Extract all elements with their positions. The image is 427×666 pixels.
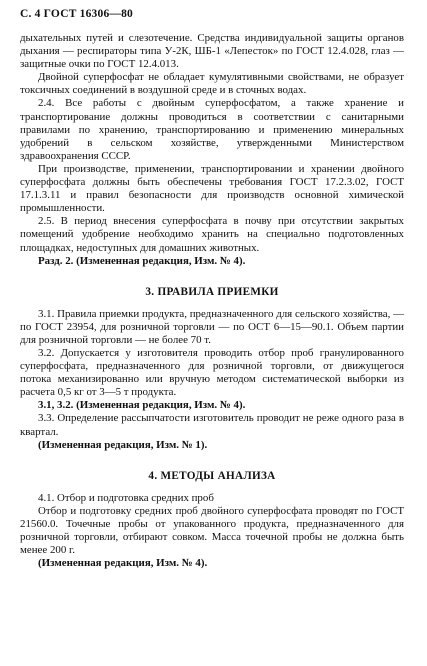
paragraph-3-2: 3.2. Допускается у изготовителя проводить отбор проб гранулированного суперфосфата, предназначенного для розничной торговли, от движущегося потока механизированно или вручную методом систематической выборки из расчета 0,5 кг от 3—5 т продукта.: [20, 346, 404, 399]
paragraph-2-5: 2.5. В период внесения суперфосфата в почву при отсутствии закрытых помещений удобрение необходимо хранить на специально подготовленных площадках, недоступных для домашних животных.: [20, 215, 404, 254]
section-3-title: 3. ПРАВИЛА ПРИЕМКИ: [145, 285, 279, 298]
page-header: С. 4 ГОСТ 16306—80: [20, 8, 133, 20]
paragraph-4-1: Отбор и подготовку средних проб двойного суперфосфата проводят по ГОСТ 21560.0. Точечные пробы от упакованного продукта, предназначенного для розничной торговли, отбирают совком. Масса точечной пробы не должна быть менее 200 г.: [20, 504, 404, 557]
section-4-title: 4. МЕТОДЫ АНАЛИЗА: [148, 469, 276, 482]
note-4-1: (Измененная редакция, Изм. № 4).: [38, 557, 208, 570]
note-3-3: (Измененная редакция, Изм. № 1).: [38, 438, 208, 451]
paragraph-4-1-title: 4.1. Отбор и подготовка средних проб: [38, 491, 214, 504]
paragraph-2-4: 2.4. Все работы с двойным суперфосфатом, а также хранение и транспортирование должны проводиться в соответствии с санитарными правилами по хранению, транспортированию и применению минеральных удобрений в сельском хозяйстве, утвержденными Министерством здравоохранения СССР.: [20, 97, 404, 162]
paragraph-production-requirements: При производстве, применении, транспортировании и хранении двойного суперфосфата должны быть обеспечены требования ГОСТ 17.2.3.02, ГОСТ 17.1.3.11 и правил безопасности для производств основной химической промышленности.: [20, 162, 404, 215]
paragraph-3-1: 3.1. Правила приемки продукта, предназначенного для сельского хозяйства, — по ГОСТ 23954, для розничной торговли — по ОСТ 6—15—90.1. Объем партии для розничной торговли — не более 70 т.: [20, 307, 404, 346]
paragraph-3-3: 3.3. Определение рассыпчатости изготовитель проводит не реже одного раза в квартал.: [20, 412, 404, 438]
note-3-1-3-2: 3.1, 3.2. (Измененная редакция, Изм. № 4).: [38, 399, 246, 412]
paragraph-continuation: дыхательных путей и слезотечение. Средства индивидуальной защиты органов дыхания — респираторы типа У-2К, ШБ-1 «Лепесток» по ГОСТ 12.4.028, глаз — защитные очки по ГОСТ 12.4.013.: [20, 32, 404, 71]
document-body: [20, 32, 404, 570]
paragraph-cumulative: Двойной суперфосфат не обладает кумулятивными свойствами, не образует токсичных соединений в воздушной среде и в сточных водах.: [20, 71, 404, 97]
razd2-amendment-note: Разд. 2. (Измененная редакция, Изм. № 4).: [38, 254, 246, 267]
